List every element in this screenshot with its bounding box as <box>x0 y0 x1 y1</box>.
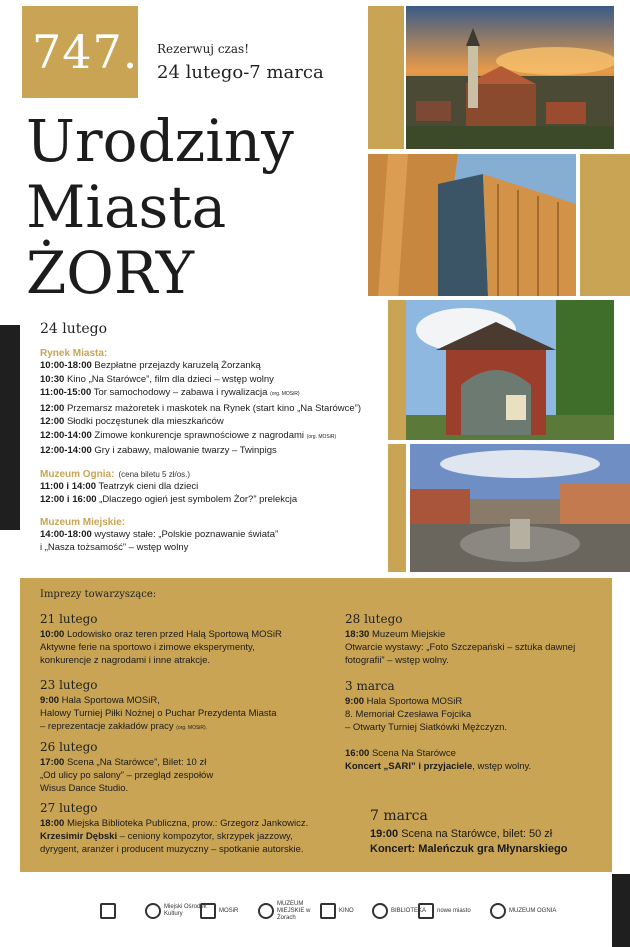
item-text: Tor samochodowy – zabawa i rywalizacja <box>93 387 268 398</box>
program-item <box>40 386 390 402</box>
side-events-left <box>40 612 340 856</box>
logo-label: BIBLIOTEKA <box>391 907 427 914</box>
event-bold: Krzesimir Dębski <box>40 831 118 842</box>
event-text: Wisus Dance Studio. <box>40 783 129 794</box>
event-line <box>345 760 605 773</box>
logo-mark-icon <box>490 903 506 919</box>
dark-corner-bar <box>612 874 630 947</box>
gold-block <box>388 444 406 572</box>
program-item <box>40 402 390 416</box>
section-title: Muzeum Miejskie: <box>40 516 126 528</box>
section-title: Muzeum Ognia: <box>40 468 115 480</box>
event-text: Halowy Turniej Piłki Nożnej o Puchar Prezydenta Miasta <box>40 708 277 719</box>
event-text: – Otwarty Turniej Siatkówki Mężczyzn. <box>345 722 508 733</box>
logo-mark-icon <box>418 903 434 919</box>
gold-block <box>368 6 404 149</box>
logo-mark-icon <box>145 903 161 919</box>
program-item <box>40 415 390 429</box>
item-note: (org. MOSiR) <box>270 391 300 397</box>
event-line <box>345 734 605 747</box>
nowe-miasto-logo <box>418 900 471 922</box>
fire-museum-logo <box>490 900 556 922</box>
gold-block <box>388 300 406 440</box>
finale-venue: Scena na Starówce, bilet: 50 zł <box>398 828 553 840</box>
event-bold: 16:00 <box>345 748 370 759</box>
event-bold: 9:00 <box>40 695 60 706</box>
event-line <box>40 694 340 707</box>
event-line <box>40 756 340 769</box>
event-text: fotografii” – wstęp wolny. <box>345 655 449 666</box>
event-text: Hala Sportowa MOSiR <box>364 696 463 707</box>
event-bold: Koncert „SARI” i przyjaciele <box>345 761 473 772</box>
event-line <box>40 628 340 641</box>
logo-mark-icon <box>320 903 336 919</box>
item-time: 11:00-15:00 <box>40 387 92 398</box>
item-text: Kino „Na Starówce”, film dla dzieci – wstęp wolny <box>66 373 274 385</box>
finale-date: 7 marca <box>370 808 428 824</box>
anniversary-badge: 747. <box>22 6 138 98</box>
town-square-photo <box>410 444 630 572</box>
event-text: Lodowisko oraz teren przed Halą Sportową MOSiR <box>64 629 282 640</box>
event-block <box>40 678 340 735</box>
event-line <box>345 747 605 760</box>
event-block <box>345 679 605 773</box>
item-time: 10:00-18:00 <box>40 360 92 371</box>
event-note: (org. MOSiR). <box>176 725 208 731</box>
program-item <box>40 528 390 542</box>
event-date: 3 marca <box>345 679 395 693</box>
logo-label: nowe miasto <box>437 907 471 914</box>
logo-mark-icon <box>258 903 274 919</box>
event-line <box>40 707 340 720</box>
event-bold: 9:00 <box>345 696 365 707</box>
gold-block <box>580 154 630 296</box>
section-header <box>40 469 390 480</box>
section-title: Rynek Miasta: <box>40 348 108 359</box>
event-line <box>345 628 605 641</box>
event-line <box>40 817 340 830</box>
program-item <box>40 541 390 555</box>
item-time: 11:00 i 14:00 <box>40 480 96 492</box>
event-line <box>345 708 605 721</box>
logo-mark-icon <box>100 903 116 919</box>
item-text: Teatrzyk cieni dla dzieci <box>98 480 199 492</box>
event-line <box>40 830 340 843</box>
item-time: 12:00-14:00 <box>40 445 92 456</box>
event-text: Miejska Biblioteka Publiczna, prow.: Grzegorz Jankowicz. <box>64 818 309 829</box>
main-day-program <box>40 348 390 555</box>
item-note: (org. MOSiR) <box>306 433 337 440</box>
event-block <box>40 612 340 667</box>
section-items <box>40 528 390 555</box>
event-date: 28 lutego <box>345 612 403 626</box>
logo-label: MUZEUM OGNIA <box>509 907 557 914</box>
town-sunset-photo <box>406 6 614 149</box>
event-line <box>40 654 340 667</box>
program-item <box>40 480 390 494</box>
dark-side-bar <box>0 325 20 530</box>
event-line <box>345 654 605 667</box>
side-events-title: Imprezy towarzyszące: <box>40 589 157 600</box>
logo-label: MUZEUM MIEJSKIE w Żorach <box>277 900 311 921</box>
event-text: Scena „Na Starówce”, Bilet: 10 zł <box>64 757 207 768</box>
title-line-1: Urodziny <box>26 107 294 175</box>
event-line <box>40 641 340 654</box>
event-bold: 10:00 <box>40 629 65 640</box>
program-item <box>40 429 390 445</box>
event-text: Otwarcie wystawy: „Foto Szczepański – sztuka dawnej <box>345 642 576 653</box>
item-time: 10:30 <box>40 373 65 385</box>
event-dates: 24 lutego-7 marca <box>157 62 324 83</box>
event-date: 23 lutego <box>40 678 98 692</box>
event-text: Aktywne ferie na sportowo i zimowe eksperymenty, <box>40 642 255 653</box>
program-item <box>40 373 390 387</box>
item-text: wystawy stałe: „Polskie poznawanie świata” <box>94 528 279 540</box>
event-text: Hala Sportowa MOSiR, <box>59 695 160 706</box>
logo-mark-icon <box>372 903 388 919</box>
item-time: 12:00 <box>40 402 65 414</box>
item-text: i „Nasza tożsamość” – wstęp wolny <box>40 542 189 553</box>
event-text: konkurencje z nagrodami i inne atrakcje. <box>40 655 211 666</box>
logo-label: MOSiR <box>219 907 239 914</box>
event-line <box>40 720 340 735</box>
finale-line-1 <box>370 828 610 840</box>
finale-line-2: Koncert: Maleńczuk gra Młynarskiego <box>370 843 568 855</box>
event-line <box>40 782 340 795</box>
reserve-label: Rezerwuj czas! <box>157 42 250 56</box>
event-text: , wstęp wolny. <box>472 761 532 772</box>
side-events-right <box>345 612 605 773</box>
item-time: 12:00 i 16:00 <box>40 494 97 505</box>
logo-label: Miejski Ośrodek Kultury <box>164 904 207 917</box>
item-text: Bezpłatne przejazdy karuzelą Żorzanką <box>94 360 261 371</box>
qr-logo <box>100 900 116 922</box>
finale-time: 19:00 <box>370 828 399 840</box>
item-text: Zimowe konkurencje sprawnościowe z nagrodami <box>94 429 305 441</box>
event-line <box>345 695 605 708</box>
item-text: Gry i zabawy, malowanie twarzy – Twinpigs <box>94 445 277 456</box>
event-block <box>345 612 605 667</box>
event-text: – ceniony kompozytor, skrzypek jazzowy, <box>117 831 293 842</box>
logo-mark-icon <box>200 903 216 919</box>
program-item <box>40 359 390 373</box>
program-item <box>40 493 390 507</box>
item-time: 14:00-18:00 <box>40 528 92 540</box>
event-date: 26 lutego <box>40 740 98 754</box>
event-bold: 17:00 <box>40 757 65 768</box>
brick-gate-photo <box>406 300 614 440</box>
event-text: Scena Na Starówce <box>369 748 456 759</box>
item-text: „Dlaczego ogień jest symbolem Żor?” prelekcja <box>99 494 298 505</box>
main-day-date: 24 lutego <box>40 321 108 337</box>
logo-label: KINO <box>339 907 354 914</box>
event-bold: 18:00 <box>40 818 65 829</box>
event-text: Muzeum Miejskie <box>369 629 446 640</box>
event-line <box>40 769 340 782</box>
event-text: dyrygent, aranżer i producent muzyczny – spotkanie autorskie. <box>40 844 304 855</box>
event-text: „Od ulicy po salony” – przegląd zespołów <box>40 770 214 781</box>
title-line-3: ŻORY <box>26 239 195 307</box>
event-date: 27 lutego <box>40 801 98 815</box>
event-text: – reprezentacje zakładów pracy <box>40 721 174 732</box>
museum-logo <box>258 900 327 922</box>
title-line-2: Miasta <box>26 173 227 241</box>
event-bold: 18:30 <box>345 629 370 640</box>
event-block <box>40 801 340 856</box>
section-items <box>40 480 390 507</box>
event-block <box>40 740 340 795</box>
section-items <box>40 359 390 458</box>
event-date: 21 lutego <box>40 612 98 626</box>
item-text: Słodki poczęstunek dla mieszkańców <box>66 416 224 427</box>
section-subtitle: (cena biletu 5 zł/os.) <box>118 469 191 479</box>
cinema-logo <box>320 900 354 922</box>
item-time: 12:00-14:00 <box>40 429 92 441</box>
event-line <box>40 843 340 856</box>
item-time: 12:00 <box>40 416 65 427</box>
mosir-logo <box>200 900 238 922</box>
event-text: 8. Memoriał Czesława Fojcika <box>345 709 472 720</box>
program-item <box>40 444 390 458</box>
event-line <box>345 721 605 734</box>
modern-building-photo <box>368 154 576 296</box>
finale-event <box>370 808 610 855</box>
event-line <box>345 641 605 654</box>
item-text: Przemarsz mażoretek i maskotek na Rynek (start kino „Na Starówce”) <box>66 402 362 414</box>
